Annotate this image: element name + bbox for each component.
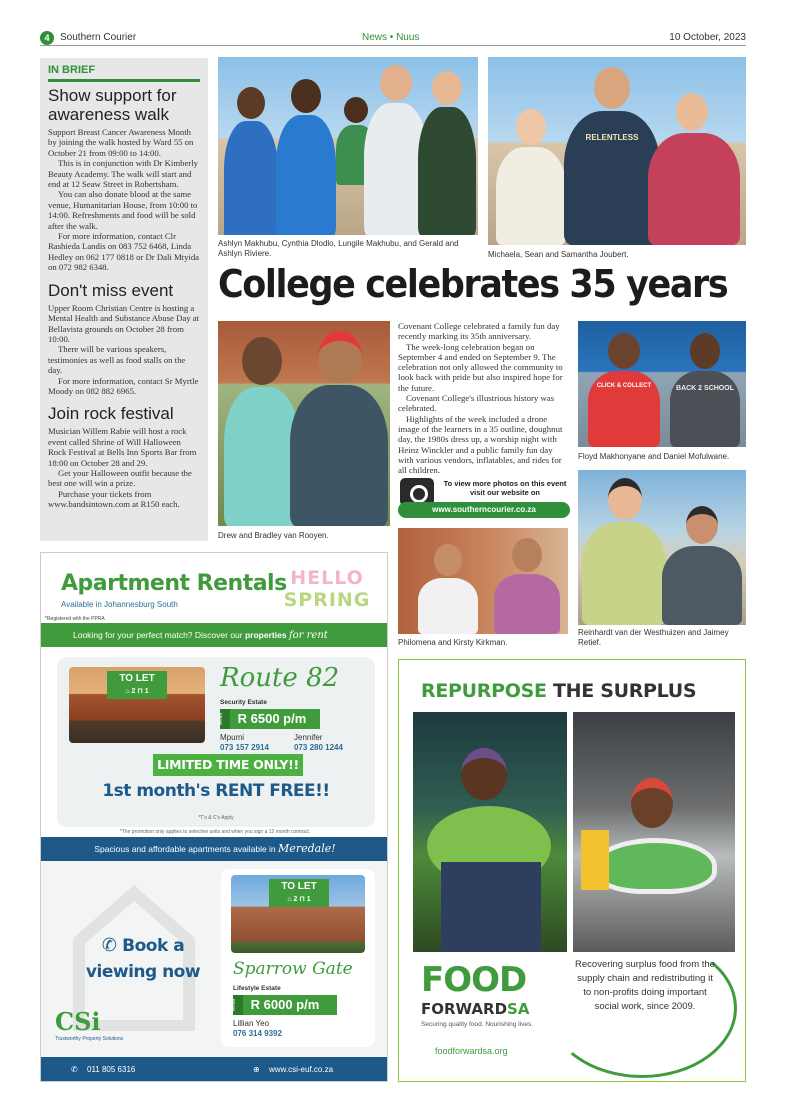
shirt-text: CLICK & COLLECT <box>596 383 652 389</box>
photo-two-women <box>398 528 568 634</box>
article-paragraph: Highlights of the week included a drone image of the learners in a 35 outline, doughnut day, the 1980s dress up, a worship night with Heinz Winckler and a public family fun day with various vendors, inflatables, and rides for all children. <box>398 413 563 476</box>
photo-caption: Drew and Bradley van Rooyen. <box>218 531 329 540</box>
photo-family-group <box>218 57 478 235</box>
page-header <box>40 30 746 46</box>
brief-title: Don't miss event <box>48 280 174 300</box>
brief-paragraph: Support Breast Cancer Awareness Month by joining the walk hosted by Ward 55 on October 21 from 09:00 to 14:00. <box>48 127 194 158</box>
book-viewing-text: ✆ Book a viewing now <box>85 935 201 982</box>
website-link[interactable]: www.southerncourier.co.za <box>398 502 570 518</box>
limited-time-banner: LIMITED TIME ONLY!! <box>153 754 303 776</box>
sparrow-gate-price: FROM R 6000 p/m <box>233 995 337 1015</box>
forward-wordmark: FORWARDSA <box>421 1000 530 1018</box>
photo-farmer-cabbage <box>413 712 567 952</box>
article-headline: College celebrates 35 years <box>218 262 728 306</box>
in-brief-sidebar <box>40 58 208 541</box>
lower-section <box>41 861 388 1057</box>
food-forward-url[interactable]: foodforwardsa.org <box>435 1046 508 1056</box>
banner-script: for rent <box>288 630 328 641</box>
free-rent-offer: 1st month's RENT FREE!! <box>102 781 330 801</box>
hello-text: HELLO <box>290 567 364 589</box>
to-let-badge: TO LET ⌂ 2 ⊓ 1 <box>107 671 167 699</box>
banner-bold: properties <box>244 630 287 640</box>
brief-title: Join rock festival <box>48 404 174 424</box>
globe-icon: ⊕ <box>253 1065 260 1074</box>
phone-icon: ✆ <box>71 1065 78 1074</box>
advert-footer <box>41 1057 388 1082</box>
article-paragraph: Covenant College celebrated a family fun day recently marking its 35th anniversary. <box>398 321 560 342</box>
footer-phone[interactable]: 011 805 6316 <box>87 1065 136 1074</box>
green-banner <box>41 623 388 647</box>
food-forward-tagline: Securing quality food. Nourishing lives. <box>421 1021 534 1028</box>
food-forward-advert <box>398 659 746 1082</box>
more-photos-box <box>398 476 570 520</box>
agent-contact: Lillian Yeo 076 314 9392 <box>233 1019 282 1038</box>
agent-contact: Mpumi 073 157 2914 <box>220 733 269 752</box>
estate-type: Security Estate <box>220 699 267 706</box>
article-paragraph: Covenant College's illustrious history was celebrated. <box>398 393 555 414</box>
advert-subtitle: Available in Johannesburg South <box>61 600 178 609</box>
advert-title: Apartment Rentals <box>61 571 287 596</box>
article-paragraph: The week-long celebration began on September 4 and ended on September 9. The celebration not only allowed the community to look back with pride but also inspired hope for the future. <box>398 341 563 393</box>
brief-paragraph: For more information, contact Clr Rashieda Landis on 083 752 6468, Linda Hedley on 062 177 0818 or Dr Dali Mtyida on 072 982 6348. <box>48 231 200 273</box>
food-forward-blurb: Recovering surplus food from the supply chain and redistributing it to non-profits doing important social work, since 2009. <box>575 959 715 1012</box>
estate-type: Lifestyle Estate <box>233 985 281 992</box>
promotion-note: *The promotion only applies to selective units and when you sign a 12 month contract. <box>119 829 311 835</box>
apartment-rentals-advert <box>40 552 388 1082</box>
route82-price: FROM R 6500 p/m <box>220 709 320 729</box>
route82-building-photo <box>69 667 205 743</box>
route82-listing-card <box>57 657 375 827</box>
shirt-text: BACK 2 SCHOOL <box>676 385 734 392</box>
brief-paragraph: Musician Willem Rabie will host a rock event called Shrine of Will Halloween Rock Festival at Bells Inn Sports Bar from 18:00 on October 28 and 29. <box>48 426 197 468</box>
sparrow-gate-building-photo <box>231 875 365 953</box>
hello-spring-graphic <box>281 567 373 611</box>
publication-name: Southern Courier <box>60 32 137 43</box>
section-name: News • Nuus <box>362 32 420 43</box>
photo-chef-greens <box>573 712 735 952</box>
csi-logo: CSi Trustworthy Property Solutions <box>55 1007 124 1042</box>
footer-website[interactable]: www.csi-euf.co.za <box>269 1065 334 1074</box>
photo-caption: Ashlyn Makhubu, Cynthia Dlodlo, Lungile Makhubu, and Gerald and Ashlyn Riviere. <box>218 239 459 258</box>
spring-text: SPRING <box>283 589 371 611</box>
advert-headline: REPURPOSE THE SURPLUS <box>421 680 697 702</box>
banner-text: Looking for your perfect match? Discover our <box>73 630 243 640</box>
brief-paragraph: You can also donate blood at the same venue, Humanitarian House, from 10:00 to 14:00. Refreshments and food will be sold after the walk. <box>48 189 198 231</box>
blue-banner: Spacious and affordable apartments available in Meredale! <box>41 837 388 861</box>
sparrow-gate-listing-card <box>221 869 375 1047</box>
brief-paragraph: Upper Room Christian Centre is hosting a Mental Health and Substance Abuse Day at Bellavista grounds on October 28 from 10:00. <box>48 302 200 344</box>
photo-caption: Michaela, Sean and Samantha Joubert. <box>488 250 629 259</box>
phone-icon: ✆ <box>101 935 123 956</box>
photo-caption: Philomena and Kirsty Kirkman. <box>398 638 508 647</box>
registration-note: *Registered with the PPRA <box>45 616 105 622</box>
photo-couple <box>578 470 746 625</box>
terms-note: *T's & C's Apply <box>198 815 234 821</box>
agent-contact: Jennifer 073 280 1244 <box>294 733 343 752</box>
photo-family-trio <box>488 57 746 245</box>
in-brief-tag: IN BRIEF <box>48 64 200 82</box>
brief-paragraph: There will be various speakers, testimonies as well as food stalls on the day. <box>48 344 186 376</box>
to-let-badge: TO LET ⌂ 2 ⊓ 1 <box>269 879 329 907</box>
photo-caption: Reinhardt van der Westhuizen and Jaimey Retief. <box>578 628 729 647</box>
brief-paragraph: Purchase your tickets from www.bandsintown.com at R150 each. <box>48 488 180 510</box>
brief-paragraph: Get your Halloween outfit because the best one will win a prize. <box>48 467 192 489</box>
food-wordmark: FOOD <box>421 960 527 1000</box>
issue-date: 10 October, 2023 <box>669 32 746 43</box>
brief-paragraph: This is in conjunction with Dr Kimberly Beauty Academy. The walk will start and end at 12 Seaw Street in Robertsham. <box>48 158 198 190</box>
route82-name: Route 82 <box>220 663 340 693</box>
brief-paragraph: For more information, contact Sr Myrtle Moody on 082 882 6965. <box>48 375 199 396</box>
sparrow-gate-name: Sparrow Gate <box>233 959 353 979</box>
brief-title: Show support for awareness walk <box>48 86 177 124</box>
photo-two-men <box>578 321 746 447</box>
page-number: 4 <box>40 31 54 45</box>
article-body <box>398 321 570 475</box>
more-photos-text: To view more photos on this event visit our website on <box>443 479 567 497</box>
photo-caption: Floyd Makhonyane and Daniel Mofulwane. <box>578 452 730 461</box>
photo-father-daughter <box>218 321 390 526</box>
shirt-text: RELENTLESS <box>585 133 639 142</box>
